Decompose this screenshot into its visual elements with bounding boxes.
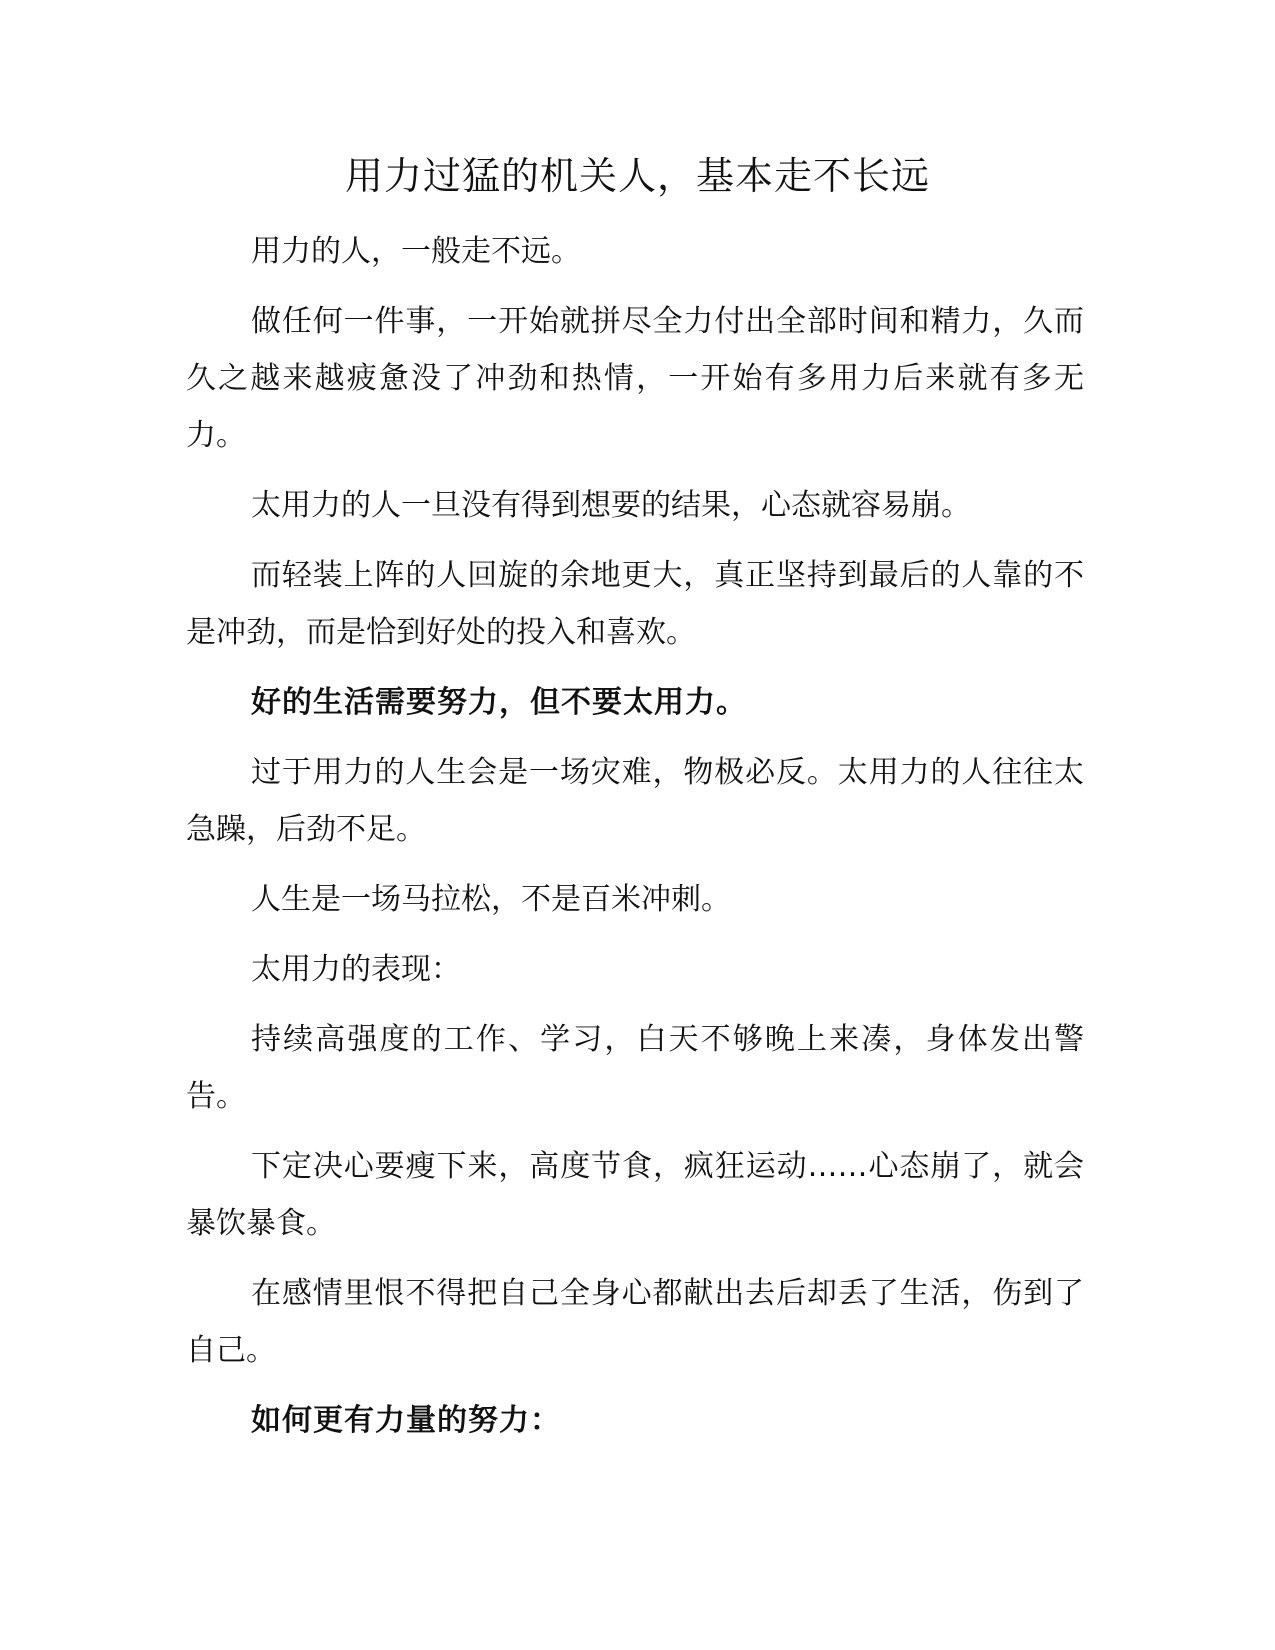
paragraph: 在感情里恨不得把自己全身心都献出去后却丢了生活，伤到了自己。 xyxy=(186,1276,1084,1368)
document-body xyxy=(186,223,1084,1462)
paragraph: 下定决心要瘦下来，高度节食，疯狂运动……心态崩了，就会暴饮暴食。 xyxy=(186,1149,1084,1241)
paragraph: 人生是一场马拉松，不是百米冲刺。 xyxy=(251,882,731,917)
paragraph: 做任何一件事，一开始就拼尽全力付出全部时间和精力，久而久之越来越疲惫没了冲劲和热情，一开始有多用力后来就有多无力。 xyxy=(186,304,1084,453)
bold-paragraph: 如何更有力量的努力： xyxy=(251,1403,561,1438)
document-title: 用力过猛的机关人，基本走不长远 xyxy=(344,154,930,198)
paragraph: 而轻装上阵的人回旋的余地更大，真正坚持到最后的人靠的不是冲劲，而是恰到好处的投入和喜欢。 xyxy=(186,558,1084,650)
paragraph: 持续高强度的工作、学习，白天不够晚上来凑，身体发出警告。 xyxy=(186,1022,1084,1114)
paragraph: 太用力的表现： xyxy=(251,952,461,987)
paragraph: 太用力的人一旦没有得到想要的结果，心态就容易崩。 xyxy=(251,488,971,523)
paragraph: 过于用力的人生会是一场灾难，物极必反。太用力的人往往太急躁，后劲不足。 xyxy=(186,755,1084,847)
bold-paragraph: 好的生活需要努力，但不要太用力。 xyxy=(251,685,747,720)
paragraph: 用力的人，一般走不远。 xyxy=(251,234,581,269)
